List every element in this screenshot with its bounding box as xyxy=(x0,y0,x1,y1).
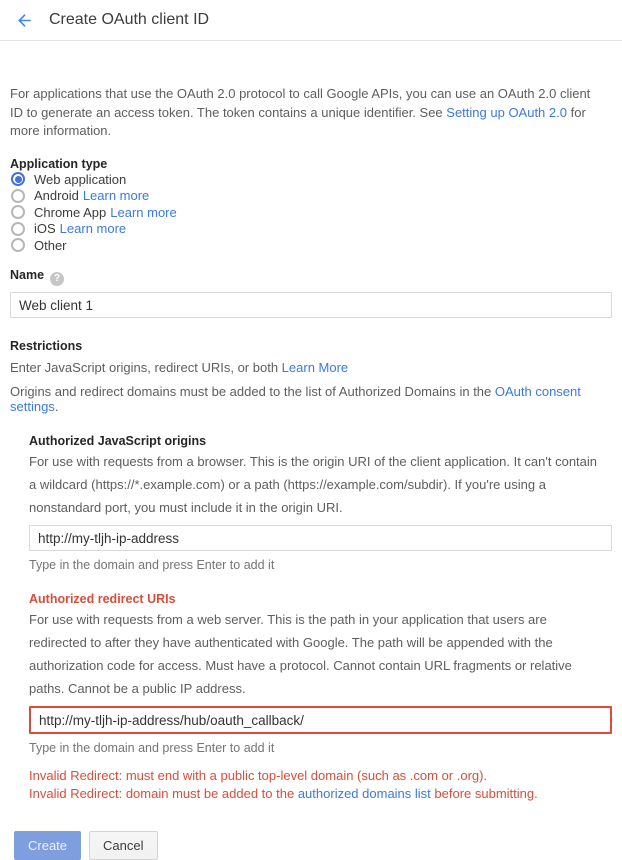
form-content xyxy=(0,85,622,860)
radio-label: Web application xyxy=(34,171,127,187)
radio-label: Other xyxy=(34,237,67,253)
name-input[interactable] xyxy=(10,292,612,318)
js-origins-description: For use with requests from a browser. This is the origin URI of the client application. It can't contain a wildcard (https://*.example.com) or a path (https://example.com/subdir). If you're using a nonstandard port, you must include it in the origin URI. xyxy=(29,454,598,515)
radio-option-web-application[interactable] xyxy=(10,171,612,187)
setting-up-oauth-link[interactable]: Setting up OAuth 2.0 xyxy=(446,104,567,120)
radio-icon[interactable] xyxy=(11,189,25,203)
radio-icon[interactable] xyxy=(11,222,25,236)
redirect-uris-description: For use with requests from a web server. This is the path in your application that users are redirected to after they have authenticated with Google. The path will be appended with the authorization code for access. Must have a protocol. Cannot contain URL fragments or relative paths. Cannot be a public IP address. xyxy=(29,612,572,696)
intro-text-post: for more information. xyxy=(10,104,586,138)
create-button[interactable]: Create xyxy=(14,831,81,860)
js-origins-heading: Authorized JavaScript origins xyxy=(29,434,207,448)
js-origins-helper-text: Type in the domain and press Enter to add it xyxy=(29,558,275,572)
radio-label: Android xyxy=(34,188,79,203)
authorized-domains-list-link[interactable]: authorized domains list xyxy=(297,785,431,801)
chrome-app-learn-more-link[interactable]: Learn more xyxy=(110,204,177,220)
radio-option-ios[interactable] xyxy=(10,221,612,237)
application-type-section xyxy=(10,157,612,254)
radio-icon[interactable] xyxy=(11,205,25,219)
application-type-label: Application type xyxy=(10,156,108,171)
radio-selected-icon[interactable] xyxy=(11,172,25,186)
redirect-uris-heading: Authorized redirect URIs xyxy=(29,592,176,606)
name-label: Name xyxy=(10,268,45,282)
js-origins-section xyxy=(29,434,612,572)
restrictions-line2-text: Origins and redirect domains must be added to the list of Authorized Domains in the xyxy=(10,384,495,399)
form-actions xyxy=(14,831,612,860)
restrictions-heading: Restrictions xyxy=(10,339,83,353)
error-message-domain-post: before submitting. xyxy=(430,785,538,801)
restrictions-line1 xyxy=(10,360,612,375)
radio-icon[interactable] xyxy=(11,238,25,252)
redirect-uris-helper-text: Type in the domain and press Enter to add it xyxy=(29,741,275,755)
radio-option-chrome-app[interactable] xyxy=(10,204,612,220)
oauth-consent-settings-link[interactable]: OAuth consent settings xyxy=(10,384,581,414)
restrictions-line2 xyxy=(10,384,612,414)
back-arrow-button[interactable] xyxy=(14,10,34,30)
radio-option-other[interactable] xyxy=(10,237,612,253)
android-learn-more-link[interactable]: Learn more xyxy=(82,188,150,203)
redirect-uris-section xyxy=(29,592,612,802)
help-question-icon[interactable]: ? xyxy=(50,272,64,286)
ios-learn-more-link[interactable]: Learn more xyxy=(59,221,127,236)
radio-label: iOS xyxy=(34,221,56,236)
radio-option-android[interactable] xyxy=(10,188,612,204)
radio-label: Chrome App xyxy=(34,204,107,220)
redirect-uris-input[interactable] xyxy=(29,706,612,734)
validation-errors xyxy=(29,767,612,802)
restrictions-learn-more-link[interactable]: Learn More xyxy=(281,360,349,375)
error-message-tld: Invalid Redirect: must end with a public top-level domain (such as .com or .org). xyxy=(29,768,488,783)
page-header xyxy=(0,0,622,41)
restrictions-line2-post: . xyxy=(54,399,59,414)
error-message-domain-pre: Invalid Redirect: domain must be added to the xyxy=(29,785,298,801)
cancel-button[interactable]: Cancel xyxy=(89,831,157,860)
name-field-section xyxy=(10,266,612,318)
intro-text-pre: For applications that use the OAuth 2.0 protocol to call Google APIs, you can use an OAuth 2.0 client ID to generate an access token. The token contains a unique identifier. See xyxy=(10,86,591,120)
arrow-left-icon xyxy=(15,11,34,30)
page-title: Create OAuth client ID xyxy=(49,11,210,28)
error-message-domain xyxy=(29,785,612,803)
intro-paragraph xyxy=(10,85,598,141)
restrictions-line1-text: Enter JavaScript origins, redirect URIs, or both xyxy=(10,360,282,375)
js-origins-input[interactable] xyxy=(29,525,612,551)
restrictions-section xyxy=(10,339,612,414)
